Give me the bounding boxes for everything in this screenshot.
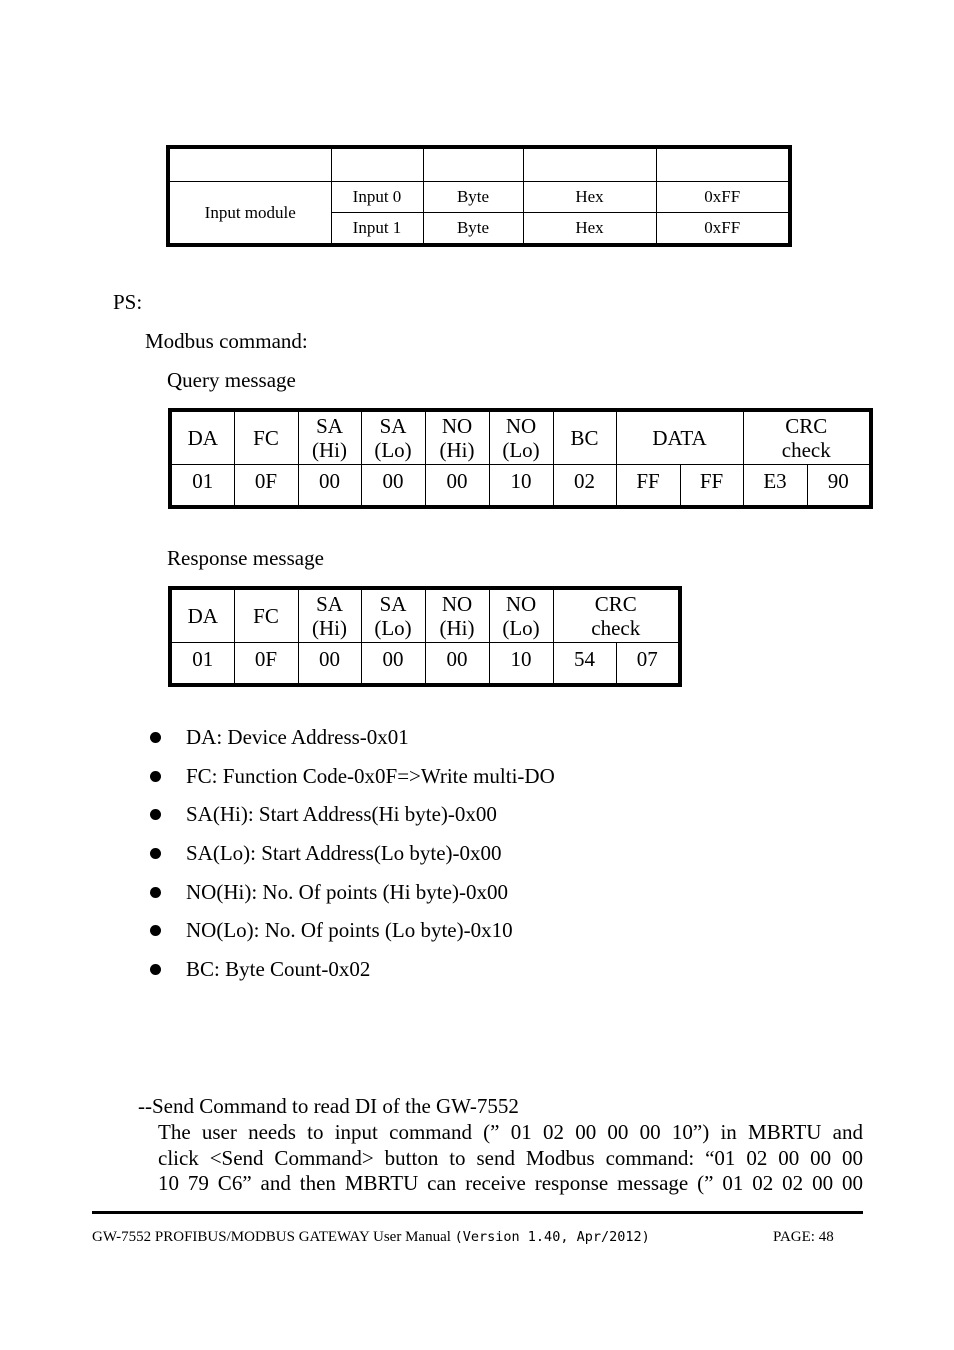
table-cell: FF — [680, 465, 743, 508]
table-cell: 54 — [553, 643, 616, 686]
table-cell: 0F — [234, 643, 298, 686]
section-heading: --Send Command to read DI of the GW-7552 — [138, 1094, 519, 1118]
list-item-text: SA(Hi): Start Address(Hi byte)-0x00 — [186, 802, 497, 827]
table-cell: Hex — [523, 213, 656, 246]
page-number: PAGE: 48 — [773, 1229, 834, 1245]
header-no-lo: NO (Lo) — [489, 588, 553, 643]
list-item — [150, 954, 555, 993]
table-cell: FF — [616, 465, 680, 508]
table-header-row — [170, 588, 680, 643]
list-item — [150, 761, 555, 800]
header-da: DA — [170, 588, 234, 643]
query-message-title: Query message — [167, 368, 296, 392]
table-cell — [523, 147, 656, 182]
body-line: The user needs to input command (” 01 02 00 00 00 10”) in MBRTU and — [158, 1120, 863, 1144]
table-row — [168, 182, 790, 213]
bullet-icon — [150, 925, 161, 936]
list-item — [150, 799, 555, 838]
footer-manual-title — [92, 1229, 650, 1246]
bullet-icon — [150, 964, 161, 975]
table-cell: Input 0 — [331, 182, 423, 213]
table-header-row — [168, 147, 790, 182]
table-cell: 0xFF — [656, 213, 790, 246]
table-cell: Byte — [423, 182, 523, 213]
section-body — [158, 1120, 863, 1197]
field-definition-list — [150, 722, 555, 993]
list-item-text: NO(Hi): No. Of points (Hi byte)-0x00 — [186, 879, 508, 904]
table-cell: Byte — [423, 213, 523, 246]
header-fc: FC — [234, 588, 298, 643]
manual-title: GW-7552 PROFIBUS/MODBUS GATEWAY User Manual — [92, 1229, 455, 1245]
body-line: 10 79 C6” and then MBRTU can receive response message (” 01 02 02 00 00 — [158, 1171, 863, 1195]
table-cell: 00 — [425, 465, 489, 508]
footer-divider — [92, 1211, 863, 1214]
manual-version: (Version 1.40, Apr/2012) — [454, 1229, 650, 1245]
table-cell: Input 1 — [331, 213, 423, 246]
table-cell — [168, 147, 331, 182]
table-cell: E3 — [743, 465, 807, 508]
header-crc-check: CRC check — [743, 410, 871, 465]
table-cell: 00 — [425, 643, 489, 686]
table-cell: 02 — [553, 465, 616, 508]
list-item — [150, 838, 555, 877]
table-cell: 01 — [170, 465, 234, 508]
bullet-icon — [150, 732, 161, 743]
header-sa-lo: SA (Lo) — [361, 588, 425, 643]
table-cell: 00 — [298, 643, 361, 686]
header-fc: FC — [234, 410, 298, 465]
query-message-table — [168, 408, 873, 509]
list-item — [150, 722, 555, 761]
table-row — [170, 643, 680, 686]
body-line: click <Send Command> button to send Modbus command: “01 02 00 00 00 — [158, 1145, 863, 1170]
table-cell: 01 — [170, 643, 234, 686]
table-header-row — [170, 410, 871, 465]
bullet-icon — [150, 887, 161, 898]
list-item-text: DA: Device Address-0x01 — [186, 725, 409, 749]
table-cell: Hex — [523, 182, 656, 213]
bullet-icon — [150, 848, 161, 859]
table-cell: 0F — [234, 465, 298, 508]
header-da: DA — [170, 410, 234, 465]
list-item — [150, 915, 555, 954]
table-cell: 00 — [298, 465, 361, 508]
bullet-icon — [150, 809, 161, 820]
header-bc: BC — [553, 410, 616, 465]
response-message-table — [168, 586, 682, 687]
table-cell: 10 — [489, 643, 553, 686]
list-item-text: BC: Byte Count-0x02 — [186, 957, 371, 982]
header-no-hi: NO (Hi) — [425, 588, 489, 643]
header-sa-lo: SA (Lo) — [361, 410, 425, 465]
table-cell — [656, 147, 790, 182]
table-cell: 0xFF — [656, 182, 790, 213]
header-sa-hi: SA (Hi) — [298, 410, 361, 465]
header-data: DATA — [616, 410, 743, 465]
list-item-text: FC: Function Code-0x0F=>Write multi-DO — [186, 763, 555, 788]
header-crc-check: CRC check — [553, 588, 680, 643]
row-label: Input module — [168, 182, 331, 246]
table-cell: 00 — [361, 643, 425, 686]
table-cell — [331, 147, 423, 182]
list-item-text: NO(Lo): No. Of points (Lo byte)-0x10 — [186, 918, 513, 943]
table-cell: 90 — [807, 465, 871, 508]
table-row — [170, 465, 871, 508]
list-item — [150, 877, 555, 916]
table-cell: 00 — [361, 465, 425, 508]
header-no-hi: NO (Hi) — [425, 410, 489, 465]
header-sa-hi: SA (Hi) — [298, 588, 361, 643]
header-no-lo: NO (Lo) — [489, 410, 553, 465]
table-cell: 10 — [489, 465, 553, 508]
modbus-command-label: Modbus command: — [145, 329, 308, 353]
bullet-icon — [150, 771, 161, 782]
table-cell: 07 — [616, 643, 680, 686]
module-io-table — [166, 145, 792, 247]
list-item-text: SA(Lo): Start Address(Lo byte)-0x00 — [186, 841, 502, 866]
table-cell — [423, 147, 523, 182]
response-message-title: Response message — [167, 546, 324, 570]
ps-label: PS: — [113, 290, 143, 314]
